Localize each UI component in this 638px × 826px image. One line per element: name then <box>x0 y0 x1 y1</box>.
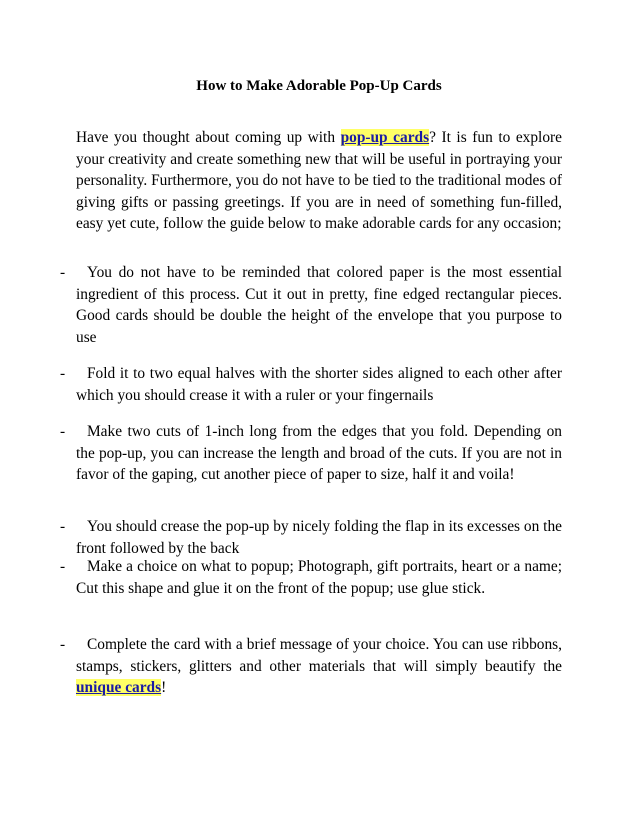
pop-up-cards-link[interactable]: pop-up cards <box>340 129 430 146</box>
bullet-marker: - <box>60 423 66 440</box>
step-6-text-before: Complete the card with a brief message of your choice. You can use ribbons, stamps, stickers, glitters and other materials that will simply beautify the <box>76 636 562 675</box>
step-2-text: Fold it to two equal halves with the shorter sides aligned to each other after which you should crease it with a ruler or your fingernails <box>76 365 562 404</box>
step-1 <box>76 262 562 348</box>
unique-cards-link[interactable]: unique cards <box>76 679 162 697</box>
step-5-text: Make a choice on what to popup; Photograph, gift portraits, heart or a name; Cut this shape and glue it on the front of the popup; use glue stick. <box>76 558 562 597</box>
step-6 <box>76 634 562 699</box>
bullet-marker: - <box>60 518 66 535</box>
bullet-marker: - <box>60 636 66 653</box>
step-5 <box>76 556 562 599</box>
bullet-marker: - <box>60 558 66 575</box>
bullet-marker: - <box>60 264 66 281</box>
step-4-text: You should crease the pop-up by nicely folding the flap in its excesses on the front followed by the back <box>76 518 562 557</box>
step-1-text: You do not have to be reminded that colored paper is the most essential ingredient of this process. Cut it out in pretty, fine edged rectangular pieces. Good cards should be double the height of the envelope that you purpose to use <box>76 264 562 346</box>
intro-text-after: ? It is fun to explore your creativity and create something new that will be useful in portraying your personality. Furthermore, you do not have to be tied to the traditional modes of giving gifts or passing greetings. If you are in need of something fun-filled, easy yet cute, follow the guide below to make adorable cards for any occasion; <box>76 129 562 233</box>
bullet-marker: - <box>60 365 66 382</box>
intro-text-before: Have you thought about coming up with <box>76 129 341 146</box>
step-3-text: Make two cuts of 1-inch long from the edges that you fold. Depending on the pop-up, you can increase the length and broad of the cuts. If you are not in favor of the gaping, cut another piece of paper to size, half it and voila! <box>76 423 562 484</box>
step-4 <box>76 516 562 559</box>
step-6-text-after: ! <box>161 679 167 697</box>
step-2 <box>76 363 562 406</box>
page-title: How to Make Adorable Pop-Up Cards <box>196 78 442 94</box>
intro-paragraph <box>76 127 562 235</box>
step-3 <box>76 421 562 486</box>
